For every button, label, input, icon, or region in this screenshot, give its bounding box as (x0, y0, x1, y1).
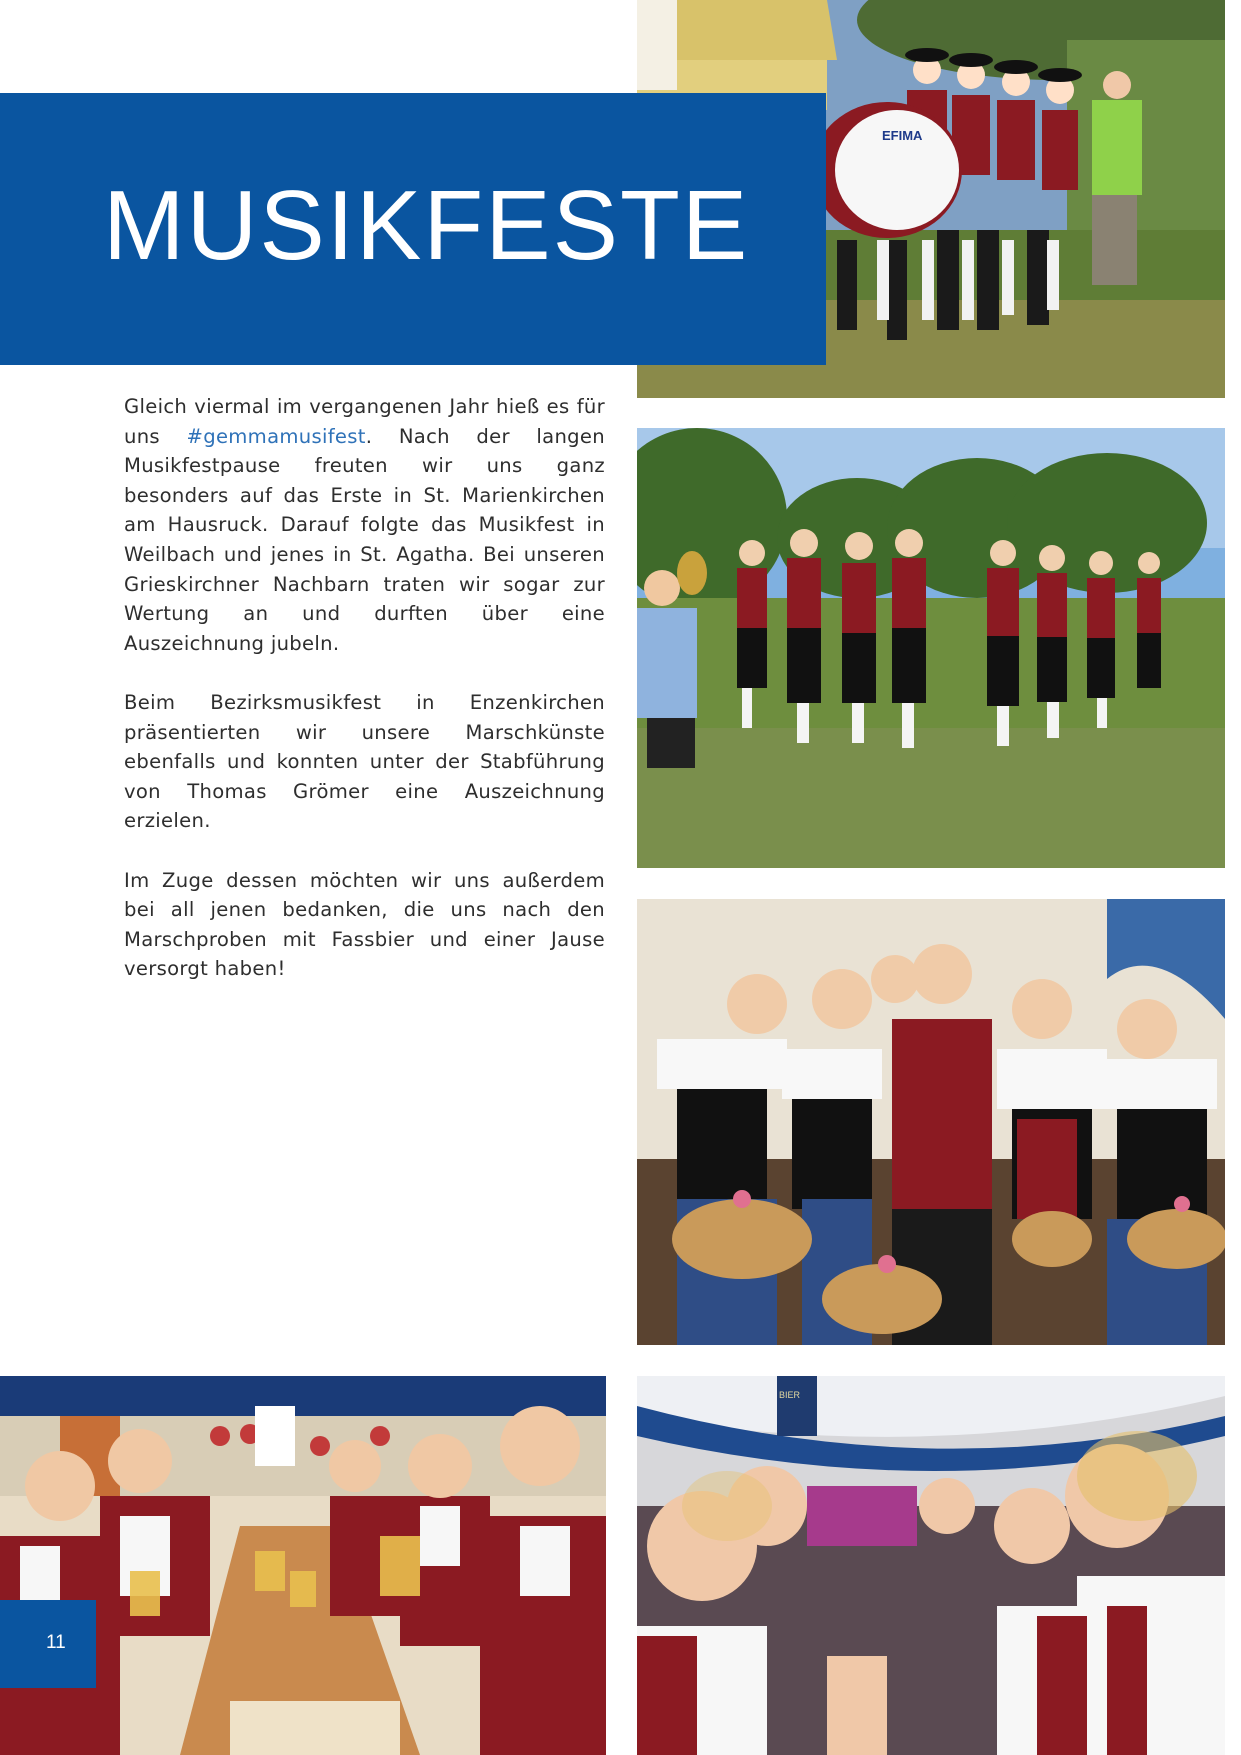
photo-table-with-beer (0, 1376, 606, 1755)
paragraph-1-text: . Nach der langen Musikfestpause freuten wir uns ganz besonders auf das Erste in St. Marienkirchen am Hausruck. Darauf folgte das Musikfest in Weilbach und jenes in St. Agatha. Bei unseren Grieskirchner Nachbarn traten wir sogar zur Wertung an und durften über eine Auszeichnung jubeln. (124, 424, 605, 655)
paragraph-1-intro: Gleich viermal im vergangenen Jahr hieß es für uns (124, 395, 605, 448)
drum-brand-label: EFIMA (882, 128, 923, 143)
paragraph-1 (124, 392, 605, 658)
article-body (124, 392, 605, 1013)
hashtag-link: #gemmamusifest (186, 424, 366, 448)
photo-group-in-tent (637, 899, 1225, 1345)
page-title: MUSIKFESTE (103, 170, 750, 280)
page-number: 11 (46, 1632, 66, 1653)
photo-band-on-field (637, 428, 1225, 868)
paragraph-2: Beim Bezirksmusikfest in Enzenkirchen präsentierten wir unsere Marschkünste ebenfalls und konnten unter der Stabführung von Thomas Grömer eine Auszeichnung erzielen. (124, 690, 605, 833)
paragraph-3: Im Zuge dessen möchten wir uns außerdem bei all jenen bedanken, die uns nach den Marschproben mit Fassbier und einer Jause versorgt haben! (124, 868, 605, 981)
beer-banner-label: BIER (779, 1390, 801, 1400)
page-number-box (0, 1600, 96, 1688)
title-banner (0, 93, 826, 365)
photo-selfie-in-tent (637, 1376, 1225, 1755)
